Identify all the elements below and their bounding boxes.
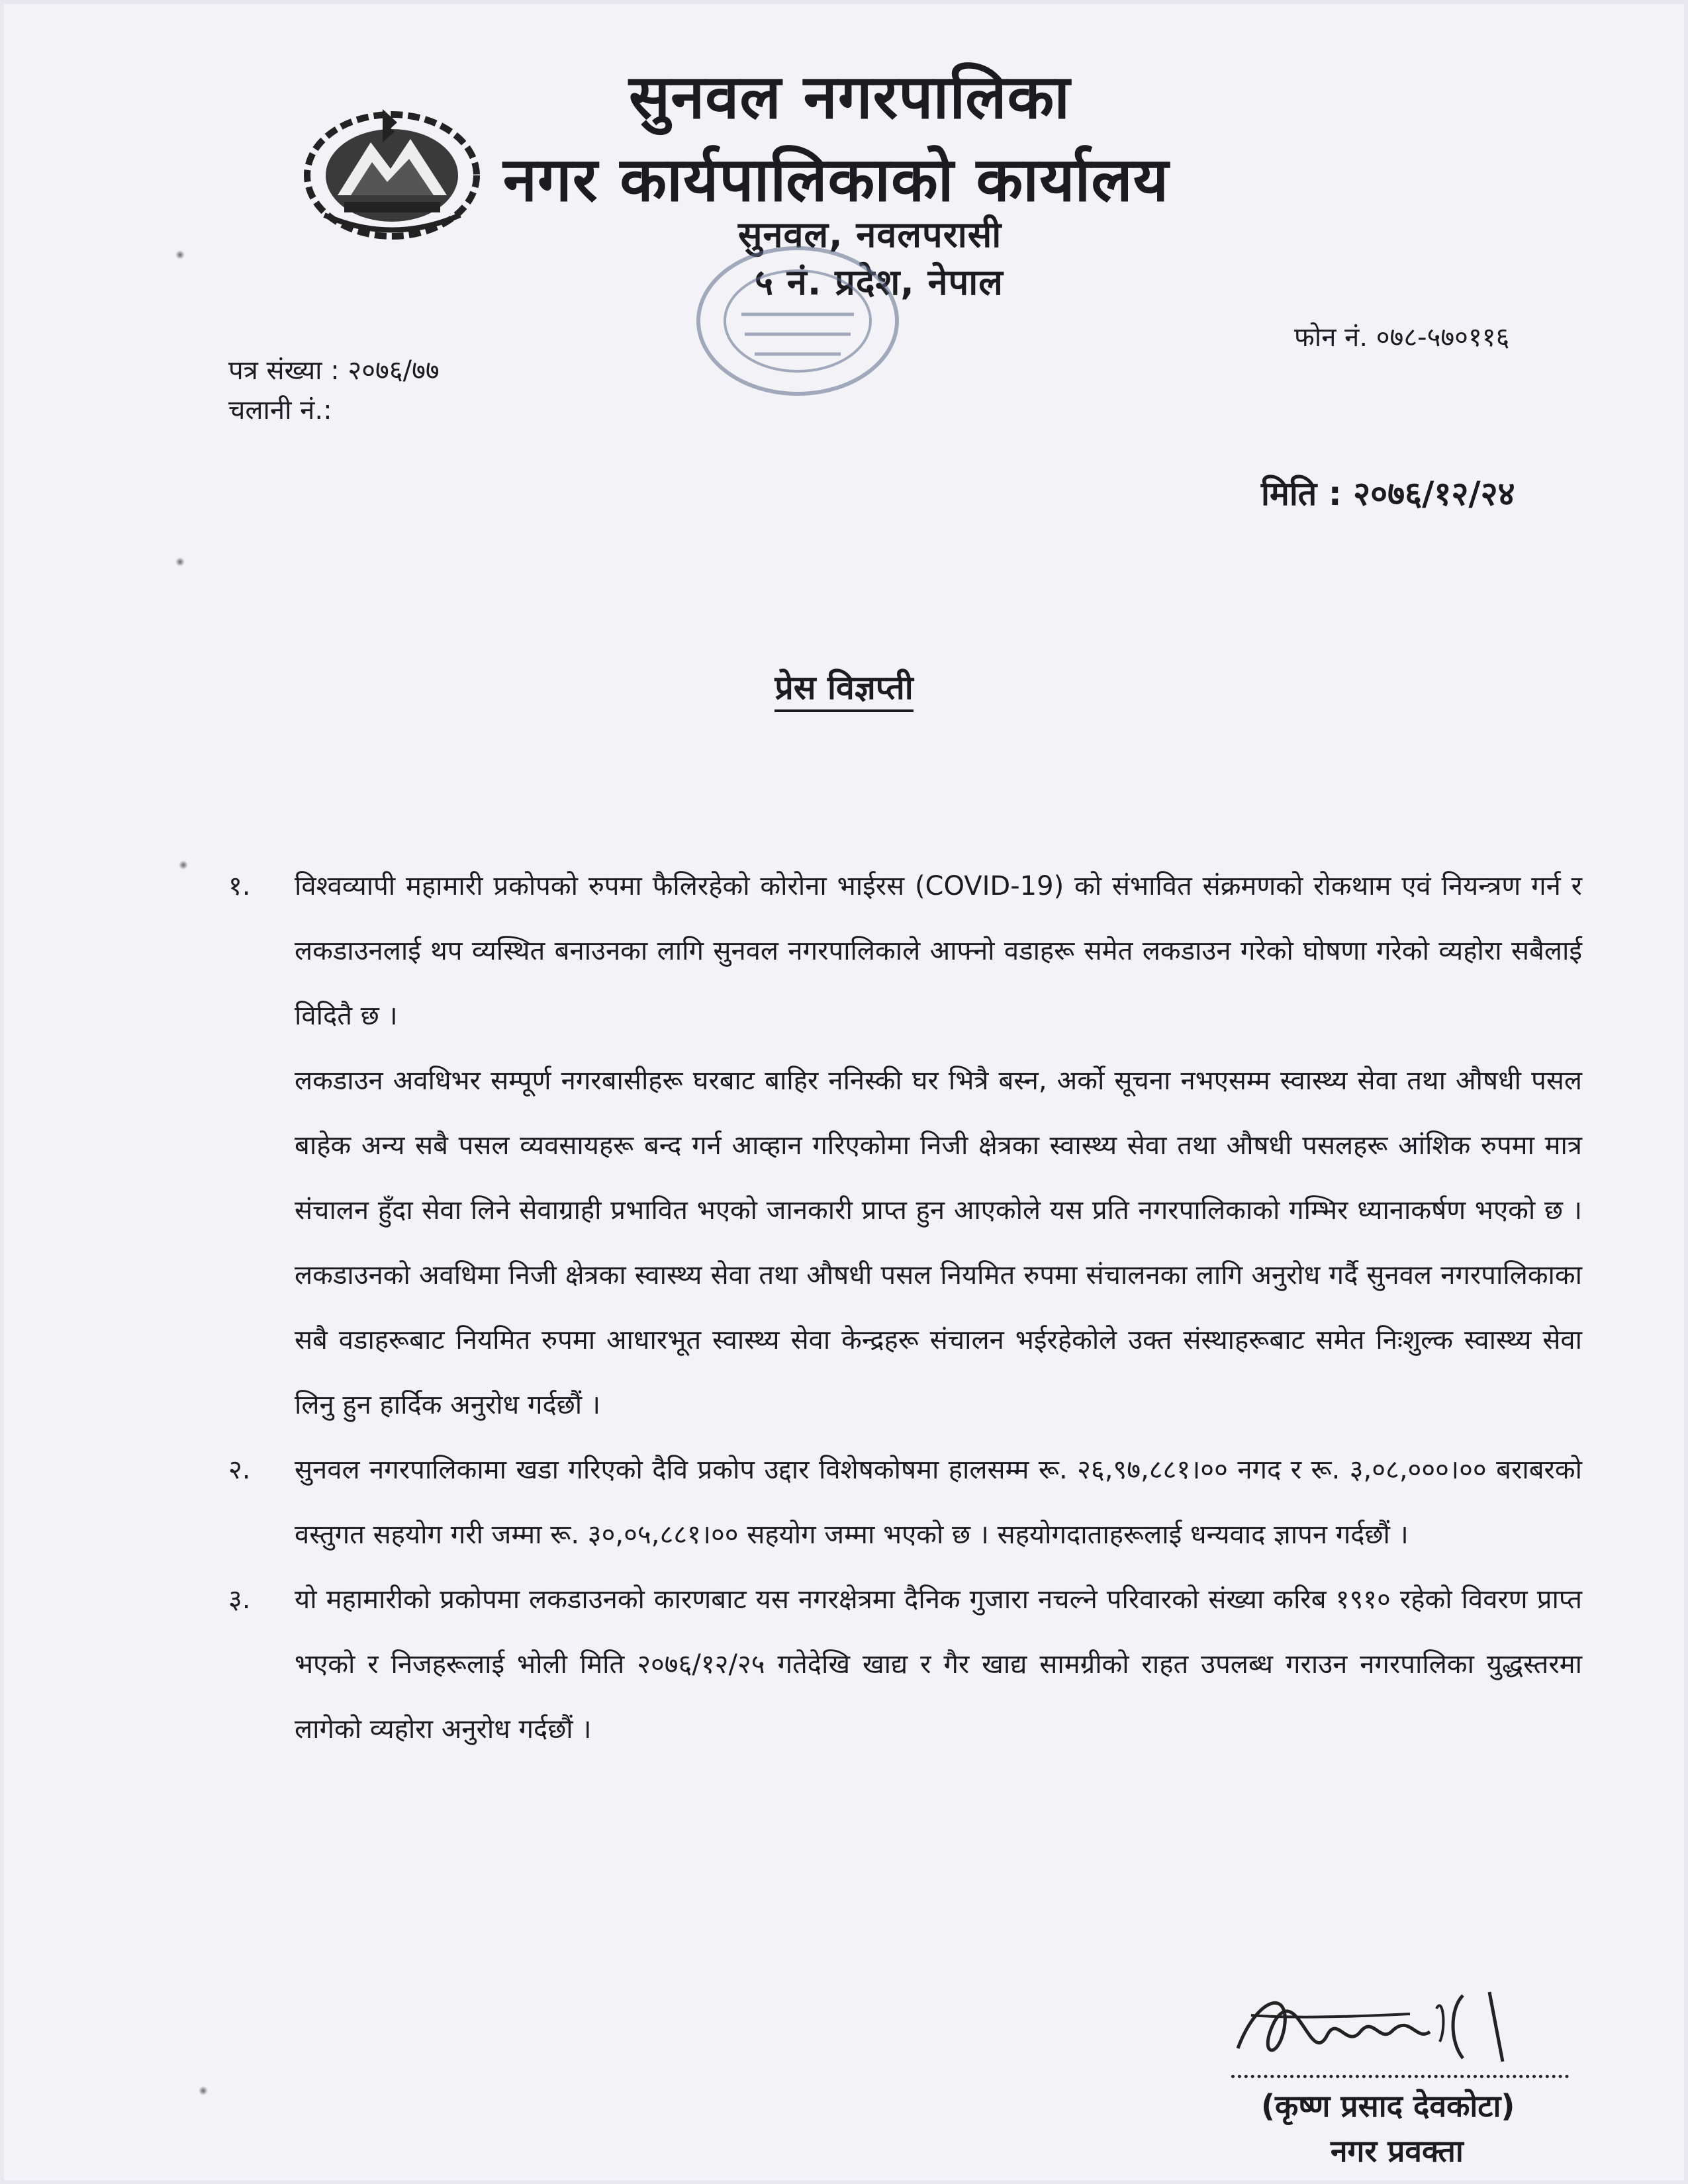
signatory-title: नगर प्रवक्ता [1331,2133,1464,2169]
letter-reference-number: पत्र संख्या : २०७६/७७ [228,355,440,386]
office-seal-icon [688,238,907,404]
press-release-body [228,854,1582,1762]
list-item [228,854,1582,1437]
letter-date: मिति : २०७६/१२/२४ [1261,475,1515,513]
scan-speck [199,2086,208,2095]
item-number: ३. [228,1584,251,1615]
phone-number: फोन नं. ०७८-५७०११६ [1294,322,1510,353]
organization-name: सुनवल नगरपालिका [629,62,1071,132]
office-address: सुनवल, नवलपरासी [738,214,1002,255]
nepal-emblem-icon [298,103,487,242]
paragraph: यो महामारीको प्रकोपमा लकडाउनको कारणबाट यस नगरक्षेत्रमा दैनिक गुजारा नचल्ने परिवारको संख्या करिब १९१० रहेको विवरण प्राप्त भएको र निजहरूलाई भोली मिति २०७६/१२/२५ गतेदेखि खाद्य र गैर खाद्य सामग्रीको राहत उपलब्ध गराउन नगरपालिका युद्धस्तरमा लागेको व्यहोरा अनुरोध गर्दछौं । [295,1584,1582,1745]
scan-speck [179,860,188,870]
document-heading [0,664,1688,709]
office-province: ५ नं. प्रदेश, नेपाल [755,261,1004,303]
paragraph: विश्वव्यापी महामारी प्रकोपको रुपमा फैलिरहेको कोरोना भाईरस (COVID-19) को संभावित संक्रमणको रोकथाम एवं नियन्त्रण गर्न र लकडाउनलाई थप व्यस्थित बनाउनका लागि सुनवल नगरपालिकाले आफ्नो वडाहरू समेत लकडाउन गरेको घोषणा गरेको व्यहोरा सबैलाई विदितै छ । [295,871,1582,1031]
paragraph: लकडाउन अवधिभर सम्पूर्ण नगरबासीहरू घरबाट बाहिर ननिस्की घर भित्रै बस्न, अर्को सूचना नभएसम्म स्वास्थ्य सेवा तथा औषधी पसल बाहेक अन्य सबै पसल व्यवसायहरू बन्द गर्न आव्हान गरिएकोमा निजी क्षेत्रका स्वास्थ्य सेवा तथा औषधी पसलहरू आंशिक रुपमा मात्र संचालन हुँदा सेवा लिने सेवाग्राही प्रभावित भएको जानकारी प्राप्त हुन आएकोले यस प्रति नगरपालिकाको गम्भिर ध्यानाकर्षण भएको छ । लकडाउनको अवधिमा निजी क्षेत्रका स्वास्थ्य सेवा तथा औषधी पसल नियमित रुपमा संचालनका लागि अनुरोध गर्दै सुनवल नगरपालिकाका सबै वडाहरूबाट नियमित रुपमा आधारभूत स्वास्थ्य सेवा केन्द्रहरू संचालन भईरहेकोले उक्त संस्थाहरूबाट समेत निःशुल्क स्वास्थ्य सेवा लिनु हुन हार्दिक अनुरोध गर्दछौं । [295,1066,1582,1420]
office-name: नगर कार्यपालिकाको कार्यालय [503,144,1170,215]
item-number: २. [228,1455,251,1485]
handwritten-signature-icon [1211,1969,1569,2078]
scan-speck [175,250,185,259]
list-item [228,1567,1582,1762]
item-number: १. [228,871,251,901]
scan-speck [175,557,185,567]
dispatch-number: चलानी नं.: [228,395,332,426]
list-item [228,1437,1582,1567]
signature-line [1231,2075,1569,2078]
paragraph: सुनवल नगरपालिकामा खडा गरिएको दैवि प्रकोप उद्दार विशेषकोषमा हालसम्म रू. २६,९७,८८१।०० नगद र रू. ३,०८,०००।०० बराबरको वस्तुगत सहयोग गरी जम्मा रू. ३०,०५,८८१।०० सहयोग जम्मा भएको छ । सहयोगदाताहरूलाई धन्यवाद ज्ञापन गर्दछौं । [295,1455,1582,1550]
signatory-name: (कृष्ण प्रसाद देवकोटा) [1261,2088,1515,2124]
heading-text: प्रेस विज्ञप्ती [774,668,913,712]
